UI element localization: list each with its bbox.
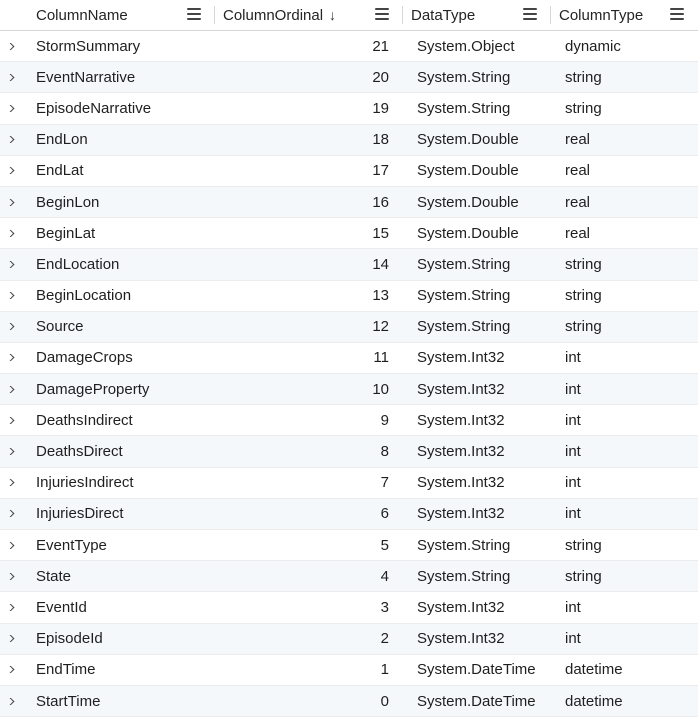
- table-row[interactable]: [0, 156, 698, 187]
- expand-row-button[interactable]: [0, 417, 28, 424]
- cell-column-ordinal[interactable]: 11: [373, 349, 389, 367]
- cell-column-type[interactable]: string: [565, 318, 602, 336]
- cell-column-name[interactable]: InjuriesIndirect: [36, 474, 134, 492]
- cell-column-name[interactable]: EndLon: [36, 131, 88, 149]
- cell-column-type[interactable]: string: [565, 99, 602, 117]
- table-row[interactable]: [0, 249, 698, 280]
- cell-data-type[interactable]: System.Int32: [417, 598, 505, 616]
- cell-column-type[interactable]: int: [565, 411, 581, 429]
- expand-row-button[interactable]: [0, 698, 28, 705]
- cell-column-type[interactable]: datetime: [565, 661, 623, 679]
- table-row[interactable]: [0, 125, 698, 156]
- cell-column-name[interactable]: StormSummary: [36, 37, 141, 55]
- cell-column-name[interactable]: State: [36, 567, 72, 585]
- grid-header: [0, 0, 698, 31]
- cell-column-ordinal[interactable]: 2: [380, 630, 389, 648]
- cell-column-ordinal[interactable]: 14: [372, 255, 389, 273]
- chevron-right-icon: [4, 199, 14, 206]
- cell-data-type[interactable]: System.Double: [417, 193, 519, 211]
- cell-column-ordinal[interactable]: 15: [372, 224, 389, 242]
- expand-row-button[interactable]: [0, 167, 28, 174]
- cell-column-type[interactable]: int: [565, 349, 581, 367]
- cell-column-ordinal[interactable]: 8: [380, 443, 389, 461]
- chevron-right-icon: [4, 323, 14, 330]
- cell-column-type[interactable]: string: [565, 287, 602, 305]
- cell-column-name[interactable]: DamageProperty: [36, 380, 150, 398]
- cell-column-type[interactable]: real: [565, 162, 591, 180]
- cell-column-ordinal[interactable]: 21: [372, 37, 389, 55]
- expand-row-button[interactable]: [0, 199, 28, 206]
- table-row[interactable]: [0, 343, 698, 374]
- cell-column-name[interactable]: EventNarrative: [36, 68, 136, 86]
- grid-body: [0, 31, 698, 717]
- cell-data-type[interactable]: System.String: [417, 99, 511, 117]
- cell-column-ordinal[interactable]: 1: [380, 661, 389, 679]
- cell-column-name[interactable]: BeginLocation: [36, 287, 132, 305]
- table-row[interactable]: [0, 93, 698, 124]
- table-row[interactable]: [0, 312, 698, 343]
- cell-column-type[interactable]: string: [565, 536, 602, 554]
- table-row[interactable]: [0, 187, 698, 218]
- table-row[interactable]: [0, 62, 698, 93]
- cell-data-type[interactable]: System.String: [417, 68, 511, 86]
- cell-column-ordinal[interactable]: 0: [380, 692, 389, 710]
- chevron-right-icon: [4, 698, 14, 705]
- cell-column-name[interactable]: DeathsDirect: [36, 443, 123, 461]
- cell-data-type[interactable]: System.String: [417, 287, 511, 305]
- cell-column-type[interactable]: real: [565, 131, 591, 149]
- cell-column-ordinal[interactable]: 7: [380, 474, 389, 492]
- cell-column-name[interactable]: DamageCrops: [36, 349, 133, 367]
- cell-column-ordinal[interactable]: 4: [380, 567, 389, 585]
- cell-data-type[interactable]: System.DateTime: [417, 692, 536, 710]
- expand-row-button[interactable]: [0, 479, 28, 486]
- cell-column-name[interactable]: EventId: [36, 598, 87, 616]
- expand-row-button[interactable]: [0, 386, 28, 393]
- cell-column-name[interactable]: StartTime: [36, 692, 101, 710]
- cell-data-type[interactable]: System.Int32: [417, 411, 505, 429]
- cell-column-name[interactable]: EndLat: [36, 162, 84, 180]
- expand-row-button[interactable]: [0, 573, 28, 580]
- table-row[interactable]: [0, 436, 698, 467]
- expand-row-button[interactable]: [0, 43, 28, 50]
- column-header-columnordinal[interactable]: [215, 0, 403, 30]
- chevron-right-icon: [4, 573, 14, 580]
- expand-row-button[interactable]: [0, 105, 28, 112]
- cell-column-ordinal[interactable]: 17: [372, 162, 389, 180]
- chevron-right-icon: [4, 604, 14, 611]
- cell-column-type[interactable]: int: [565, 443, 581, 461]
- cell-column-type[interactable]: string: [565, 255, 602, 273]
- cell-data-type[interactable]: System.String: [417, 567, 511, 585]
- cell-column-name[interactable]: DeathsIndirect: [36, 411, 133, 429]
- cell-data-type[interactable]: System.Int32: [417, 349, 505, 367]
- cell-column-type[interactable]: string: [565, 68, 602, 86]
- cell-data-type[interactable]: System.String: [417, 536, 511, 554]
- cell-data-type[interactable]: System.DateTime: [417, 661, 536, 679]
- cell-column-ordinal[interactable]: 13: [372, 287, 389, 305]
- cell-data-type[interactable]: System.Object: [417, 37, 515, 55]
- cell-column-name[interactable]: EpisodeNarrative: [36, 99, 152, 117]
- table-row[interactable]: [0, 405, 698, 436]
- cell-data-type[interactable]: System.Int32: [417, 443, 505, 461]
- cell-column-type[interactable]: int: [565, 474, 581, 492]
- cell-column-ordinal[interactable]: 16: [372, 193, 389, 211]
- cell-data-type[interactable]: System.Double: [417, 162, 519, 180]
- chevron-right-icon: [4, 417, 14, 424]
- expand-row-button[interactable]: [0, 230, 28, 237]
- cell-column-ordinal[interactable]: 6: [380, 505, 389, 523]
- cell-column-type[interactable]: real: [565, 193, 591, 211]
- cell-column-type[interactable]: datetime: [565, 692, 623, 710]
- cell-column-type[interactable]: int: [565, 505, 581, 523]
- cell-column-ordinal[interactable]: 5: [380, 536, 389, 554]
- cell-data-type[interactable]: System.Double: [417, 224, 519, 242]
- cell-column-name[interactable]: EpisodeId: [36, 630, 103, 648]
- column-header-datatype[interactable]: [403, 0, 551, 30]
- table-row[interactable]: [0, 281, 698, 312]
- cell-data-type[interactable]: System.Double: [417, 131, 519, 149]
- cell-column-name[interactable]: EndLocation: [36, 255, 120, 273]
- cell-column-name[interactable]: Source: [36, 318, 84, 336]
- cell-column-ordinal[interactable]: 3: [380, 598, 389, 616]
- expand-row-button[interactable]: [0, 354, 28, 361]
- chevron-right-icon: [4, 635, 14, 642]
- table-row[interactable]: [0, 592, 698, 623]
- expand-row-button[interactable]: [0, 604, 28, 611]
- chevron-right-icon: [4, 354, 14, 361]
- cell-column-ordinal[interactable]: 18: [372, 131, 389, 149]
- cell-column-type[interactable]: int: [565, 598, 581, 616]
- expand-row-button[interactable]: [0, 635, 28, 642]
- expander-column-header: [0, 0, 28, 30]
- cell-data-type[interactable]: System.Int32: [417, 505, 505, 523]
- cell-data-type[interactable]: System.Int32: [417, 630, 505, 648]
- expand-row-button[interactable]: [0, 666, 28, 673]
- table-row[interactable]: [0, 499, 698, 530]
- expand-row-button[interactable]: [0, 292, 28, 299]
- chevron-right-icon: [4, 261, 14, 268]
- table-row[interactable]: [0, 530, 698, 561]
- column-header-columntype[interactable]: [551, 0, 698, 30]
- column-header-label: ColumnName: [36, 6, 128, 24]
- chevron-right-icon: [4, 167, 14, 174]
- table-row[interactable]: [0, 686, 698, 717]
- cell-column-ordinal[interactable]: 19: [372, 99, 389, 117]
- column-header-label: ColumnType: [559, 6, 644, 24]
- expand-row-button[interactable]: [0, 510, 28, 517]
- cell-data-type[interactable]: System.Int32: [417, 474, 505, 492]
- chevron-right-icon: [4, 105, 14, 112]
- column-header-columnname[interactable]: [28, 0, 215, 30]
- chevron-right-icon: [4, 386, 14, 393]
- cell-data-type[interactable]: System.Int32: [417, 380, 505, 398]
- cell-column-type[interactable]: int: [565, 630, 581, 648]
- sort-descending-icon[interactable]: ↓: [329, 7, 337, 23]
- chevron-right-icon: [4, 542, 14, 549]
- expand-row-button[interactable]: [0, 448, 28, 455]
- table-row[interactable]: [0, 624, 698, 655]
- cell-data-type[interactable]: System.String: [417, 255, 511, 273]
- chevron-right-icon: [4, 448, 14, 455]
- table-row[interactable]: [0, 31, 698, 62]
- table-row[interactable]: [0, 468, 698, 499]
- cell-column-name[interactable]: EventType: [36, 536, 107, 554]
- chevron-right-icon: [4, 666, 14, 673]
- cell-column-name[interactable]: EndTime: [36, 661, 96, 679]
- chevron-right-icon: [4, 230, 14, 237]
- cell-column-type[interactable]: int: [565, 380, 581, 398]
- expand-row-button[interactable]: [0, 261, 28, 268]
- cell-column-type[interactable]: dynamic: [565, 37, 621, 55]
- chevron-right-icon: [4, 74, 14, 81]
- table-row[interactable]: [0, 655, 698, 686]
- chevron-right-icon: [4, 292, 14, 299]
- table-row[interactable]: [0, 218, 698, 249]
- expand-row-button[interactable]: [0, 323, 28, 330]
- chevron-right-icon: [4, 43, 14, 50]
- cell-column-ordinal[interactable]: 20: [372, 68, 389, 86]
- column-menu-icon[interactable]: [375, 8, 389, 20]
- cell-column-type[interactable]: string: [565, 567, 602, 585]
- cell-column-ordinal[interactable]: 12: [372, 318, 389, 336]
- expand-row-button[interactable]: [0, 542, 28, 549]
- column-menu-icon[interactable]: [670, 8, 684, 20]
- cell-column-name[interactable]: InjuriesDirect: [36, 505, 124, 523]
- table-row[interactable]: [0, 374, 698, 405]
- cell-column-ordinal[interactable]: 9: [380, 411, 389, 429]
- cell-column-name[interactable]: BeginLat: [36, 224, 96, 242]
- cell-column-ordinal[interactable]: 10: [372, 380, 389, 398]
- cell-column-type[interactable]: real: [565, 224, 591, 242]
- expand-row-button[interactable]: [0, 136, 28, 143]
- chevron-right-icon: [4, 479, 14, 486]
- column-header-label: ColumnOrdinal: [223, 6, 324, 24]
- cell-data-type[interactable]: System.String: [417, 318, 511, 336]
- column-menu-icon[interactable]: [523, 8, 537, 20]
- chevron-right-icon: [4, 136, 14, 143]
- column-header-label: DataType: [411, 6, 476, 24]
- expand-row-button[interactable]: [0, 74, 28, 81]
- table-row[interactable]: [0, 561, 698, 592]
- column-menu-icon[interactable]: [187, 8, 201, 20]
- cell-column-name[interactable]: BeginLon: [36, 193, 100, 211]
- chevron-right-icon: [4, 510, 14, 517]
